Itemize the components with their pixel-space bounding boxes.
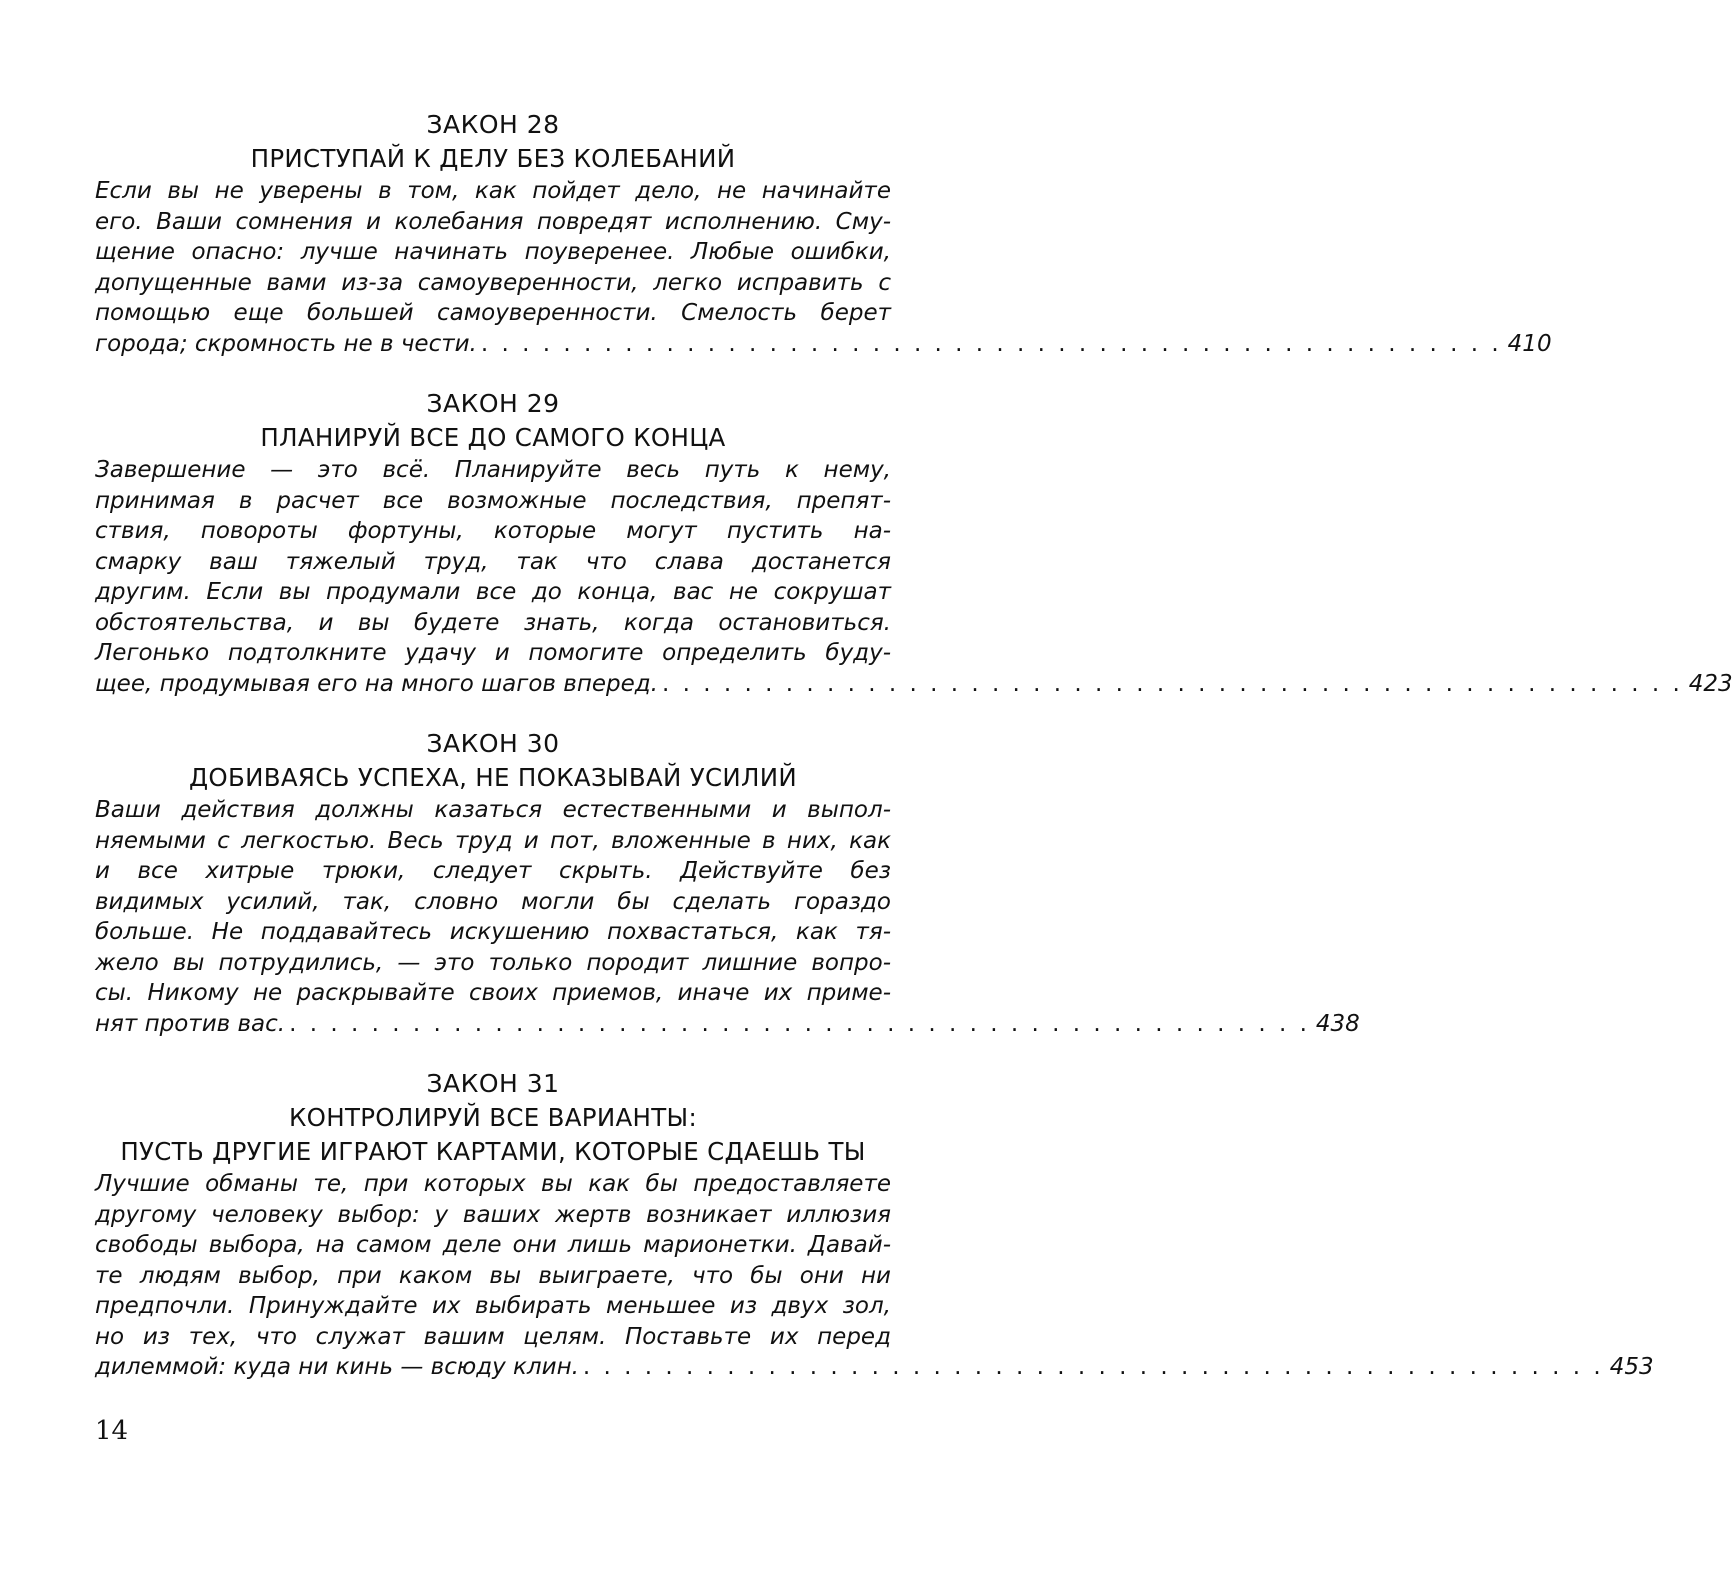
text-line: Завершение — это всё. Планируйте весь путь к нему,: [95, 457, 891, 483]
law-30: [95, 727, 1360, 1039]
text-line: другому человеку выбор: у ваших жертв возникает иллюзия: [95, 1201, 891, 1228]
law-title: ПЛАНИРУЙ ВСЕ ДО САМОГО КОНЦА: [260, 423, 726, 452]
text-line: но из тех, что служат вашим целям. Поставьте их перед: [95, 1323, 891, 1350]
text-line: нят против вас.: [95, 1010, 286, 1037]
text-line: сы. Никому не раскрывайте своих приемов, иначе их приме-: [95, 980, 891, 1006]
text-line: и все хитрые трюки, следует скрыть. Действуйте без: [95, 858, 891, 884]
text-line: смарку ваш тяжелый труд, так что слава достанется: [95, 548, 891, 575]
text-line: обстоятельства, и вы будете знать, когда остановиться.: [95, 609, 891, 636]
law-29: [95, 387, 1733, 699]
page-reference: 410: [1507, 330, 1552, 357]
text-line: Если вы не уверены в том, как пойдет дело, не начинайте: [95, 178, 891, 204]
dot-leader: . . . . . . . . . . . . . . . . . . . . . . . . . . . . . . . . . . . . . . . . . . . . . . . . . .: [582, 1354, 1604, 1380]
page-number: 14: [95, 1416, 129, 1446]
law-title: ДОБИВАЯСЬ УСПЕХА, НЕ ПОКАЗЫВАЙ УСИЛИЙ: [188, 763, 797, 792]
law-title: ПРИСТУПАЙ К ДЕЛУ БЕЗ КОЛЕБАНИЙ: [250, 144, 736, 173]
law-description: [95, 1169, 1654, 1383]
law-number: ЗАКОН 31: [426, 1069, 560, 1098]
law-31: [95, 1067, 1654, 1383]
text-line: няемыми с легкостью. Весь труд и пот, вложенные в них, как: [95, 827, 891, 854]
page-reference: 438: [1315, 1010, 1360, 1037]
text-line: жело вы потрудились, — это только породит лишние вопро-: [95, 949, 891, 976]
dot-leader: . . . . . . . . . . . . . . . . . . . . . . . . . . . . . . . . . . . . . . . . . . . . . . . . . .: [289, 1010, 1310, 1037]
text-line: его. Ваши сомнения и колебания повредят исполнению. Сму-: [95, 208, 891, 235]
law-description: [95, 795, 1360, 1039]
toc-entry-line[interactable]: [95, 669, 1733, 700]
text-line: предпочли. Принуждайте их выбирать меньшее из двух зол,: [95, 1293, 891, 1319]
dot-leader: . . . . . . . . . . . . . . . . . . . . . . . . . . . . . . . . . . . . . . . . . . . . . . . . . .: [480, 330, 1502, 357]
law-number: ЗАКОН 28: [426, 110, 560, 139]
page-reference: 453: [1609, 1354, 1654, 1380]
toc-entry-line[interactable]: [95, 1009, 1360, 1040]
text-line: Лучшие обманы те, при которых вы как бы предоставляете: [95, 1171, 891, 1197]
dot-leader: . . . . . . . . . . . . . . . . . . . . . . . . . . . . . . . . . . . . . . . . . . . . . . . . . .: [661, 670, 1683, 697]
text-line: города; скромность не в чести.: [95, 330, 477, 357]
text-line: свободы выбора, на самом деле они лишь марионетки. Давай-: [95, 1232, 891, 1258]
text-line: видимых усилий, так, словно могли бы сделать гораздо: [95, 888, 891, 915]
law-number: ЗАКОН 29: [426, 389, 560, 418]
text-line: помощью еще большей самоуверенности. Смелость берет: [95, 300, 891, 326]
text-line: щение опасно: лучше начинать поуверенее. Любые ошибки,: [95, 239, 891, 265]
law-title: КОНТРОЛИРУЙ ВСЕ ВАРИАНТЫ:: [288, 1103, 698, 1132]
text-line: Легонько подтолкните удачу и помогите определить буду-: [95, 640, 891, 666]
law-subtitle: ПУСТЬ ДРУГИЕ ИГРАЮТ КАРТАМИ, КОТОРЫЕ СДАЕШЬ ТЫ: [120, 1137, 866, 1166]
text-line: ствия, повороты фортуны, которые могут пустить на-: [95, 518, 891, 544]
text-line: больше. Не поддавайтесь искушению похвастаться, как тя-: [95, 919, 891, 945]
text-line: другим. Если вы продумали все до конца, вас не сокрушат: [95, 579, 891, 605]
law-28: [95, 108, 1552, 359]
law-number: ЗАКОН 30: [426, 729, 560, 758]
text-line: допущенные вами из-за самоуверенности, легко исправить с: [95, 269, 891, 296]
text-line: те людям выбор, при каком вы выиграете, что бы они ни: [95, 1262, 891, 1289]
toc-entry-line[interactable]: [95, 329, 1552, 360]
text-line: щее, продумывая его на много шагов вперед.: [95, 670, 658, 697]
toc-page: [95, 108, 1733, 1411]
text-line: дилеммой: куда ни кинь — всюду клин.: [95, 1354, 579, 1380]
text-line: Ваши действия должны казаться естественными и выпол-: [95, 797, 891, 823]
law-description: [95, 176, 1552, 359]
toc-entry-line[interactable]: [95, 1352, 1654, 1383]
law-description: [95, 455, 1733, 699]
page-reference: 423: [1688, 670, 1733, 697]
text-line: принимая в расчет все возможные последствия, препят-: [95, 487, 891, 514]
